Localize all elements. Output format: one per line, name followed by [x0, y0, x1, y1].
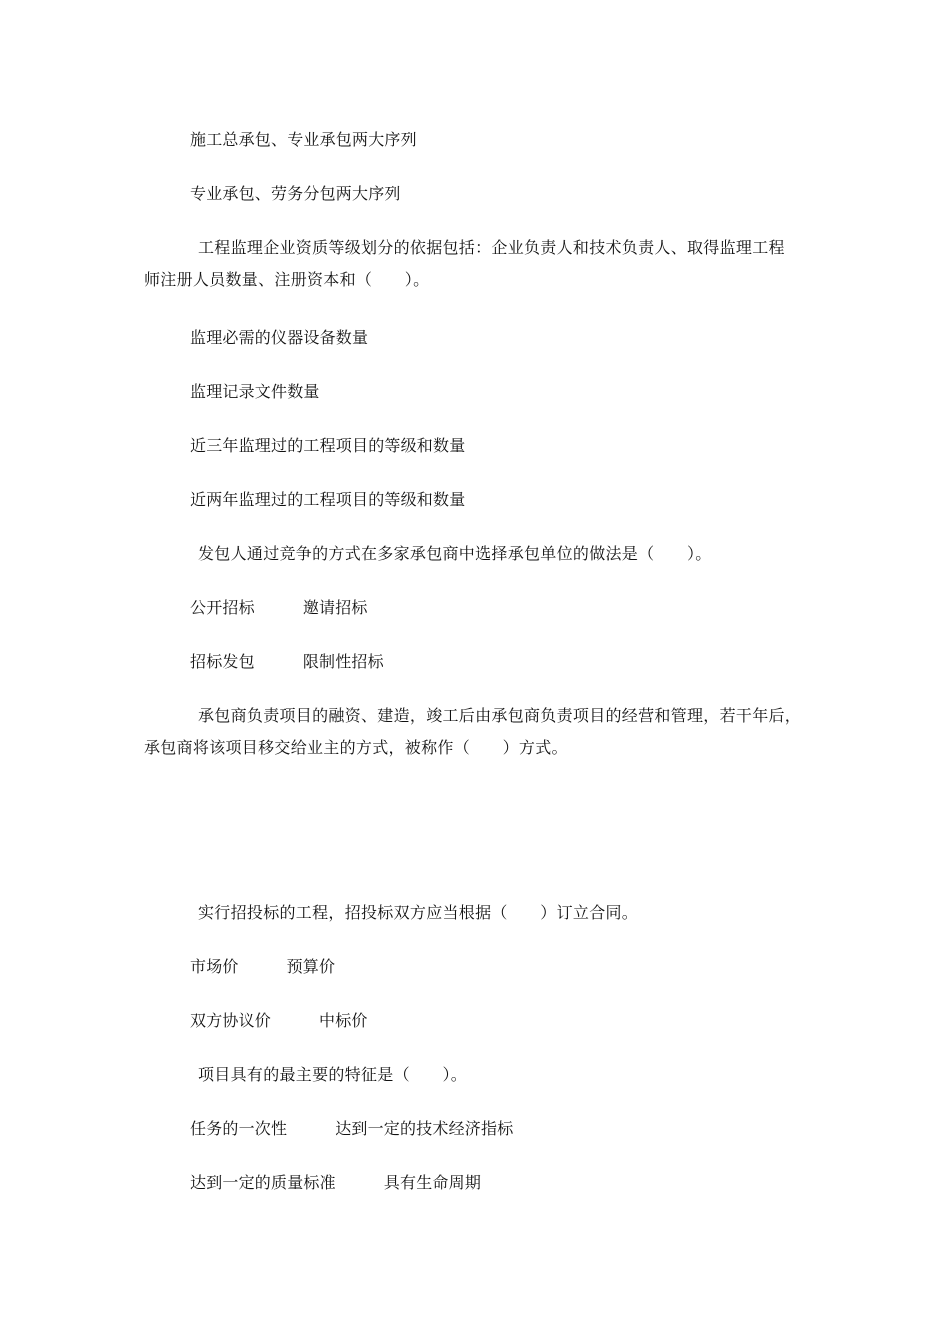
- question-text: [144, 700, 824, 764]
- answer-option: 监理记录文件数量: [190, 382, 320, 401]
- answer-option-line: [190, 382, 320, 402]
- answer-option: 施工总承包、专业承包两大序列: [190, 130, 417, 149]
- answer-option-line: [190, 1011, 368, 1031]
- question-text: [144, 538, 824, 570]
- question-line: 承包商将该项目移交给业主的方式，被称作（ ）方式。: [144, 738, 568, 757]
- question-line: 实行招投标的工程，招投标双方应当根据（ ）订立合同。: [198, 903, 639, 922]
- answer-option: 任务的一次性: [190, 1119, 288, 1138]
- answer-option: 招标发包: [190, 652, 255, 671]
- question-line: 发包人通过竞争的方式在多家承包商中选择承包单位的做法是（ ）。: [198, 544, 712, 563]
- answer-option: 专业承包、劳务分包两大序列: [190, 184, 401, 203]
- answer-option: 中标价: [319, 1011, 368, 1030]
- answer-option: 公开招标: [190, 598, 255, 617]
- question-line: 承包商负责项目的融资、建造，竣工后由承包商负责项目的经营和管理，若干年后，: [198, 706, 802, 725]
- question-line: 师注册人员数量、注册资本和（ ）。: [144, 270, 430, 289]
- answer-option: 监理必需的仪器设备数量: [190, 328, 369, 347]
- answer-option: 邀请招标: [302, 598, 368, 617]
- question-line: 项目具有的最主要的特征是（ ）。: [198, 1065, 468, 1084]
- answer-option: 限制性招标: [302, 652, 384, 671]
- answer-option-line: [190, 957, 335, 977]
- question-text: [144, 1059, 824, 1091]
- answer-option-line: [190, 1173, 481, 1193]
- answer-option-line: [190, 184, 401, 204]
- answer-option: 近两年监理过的工程项目的等级和数量: [190, 490, 466, 509]
- answer-option: 具有生命周期: [383, 1173, 482, 1192]
- answer-option: 预算价: [286, 957, 336, 976]
- answer-option-line: [190, 436, 465, 456]
- question-text: [144, 232, 824, 296]
- answer-option-line: [190, 652, 384, 672]
- answer-option: 达到一定的技术经济指标: [335, 1119, 514, 1138]
- question-line: 工程监理企业资质等级划分的依据包括：企业负责人和技术负责人、取得监理工程: [198, 238, 785, 257]
- answer-option: 双方协议价: [190, 1011, 272, 1030]
- answer-option: 达到一定的质量标准: [190, 1173, 336, 1192]
- answer-option-line: [190, 490, 465, 510]
- answer-option: 近三年监理过的工程项目的等级和数量: [190, 436, 466, 455]
- answer-option-line: [190, 130, 417, 150]
- answer-option: 市场价: [190, 957, 239, 976]
- answer-option-line: [190, 328, 368, 348]
- question-text: [144, 897, 824, 929]
- answer-option-line: [190, 1119, 513, 1139]
- answer-option-line: [190, 598, 368, 618]
